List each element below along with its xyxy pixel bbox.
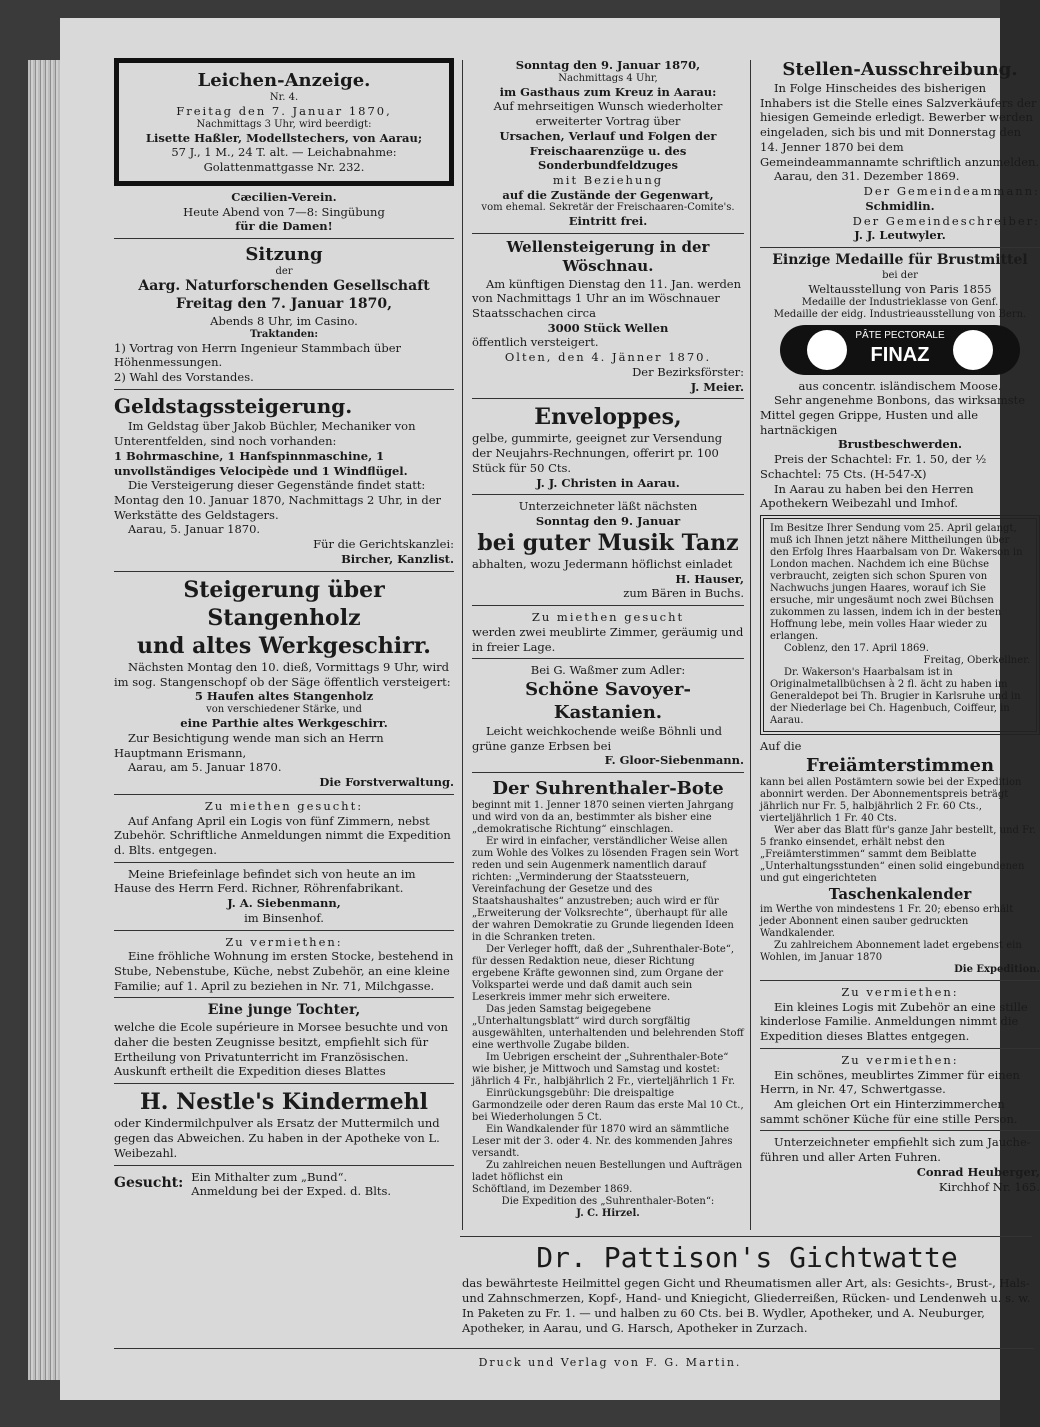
tanz-text2: abhalten, wozu Jedermann höflichst einladet: [472, 556, 733, 571]
jauche-sign2: Kirchhof Nr. 165.: [938, 1179, 1040, 1194]
steigerung-title1: Steigerung über Stangenholz: [183, 576, 385, 631]
vortrag-text1: Auf mehrseitigen Wunsch wiederholter erweiterter Vortrag über: [493, 99, 723, 129]
finaz-logo: [780, 325, 1020, 375]
nestle-text: oder Kindermilchpulver als Ersatz der Muttermilch und gegen das Abweichen. Zu haben in der Apotheke von L. Weibezahl.: [114, 1116, 440, 1160]
tanz-title: bei guter Musik Tanz: [477, 529, 739, 556]
freiaemter-title2: Taschenkalender: [828, 884, 972, 903]
letter-place: Coblenz, den 17. April 1869.: [784, 643, 929, 655]
enveloppes-text: gelbe, gummirte, geeignet zur Versendung der Neujahrs-Rechnungen, offerirt pr. 100 Stück für 50 Cts.: [472, 431, 723, 475]
enveloppes-sign: J. J. Christen in Aarau.: [536, 475, 680, 490]
gesucht-label: Gesucht:: [114, 1175, 184, 1192]
finaz-text5: aus concentr. isländischem Moose.: [798, 378, 1002, 393]
sitzung-title: Sitzung: [245, 244, 323, 266]
gichtwatte-top-rule: [460, 1236, 1032, 1237]
finaz-logo-top: PÂTE PECTORALE: [855, 330, 945, 342]
finaz-text2: Weltausstellung von Paris 1855: [808, 281, 992, 296]
jauche-sign1: Conrad Heuberger,: [916, 1164, 1040, 1179]
portrait-medallion-icon: [807, 330, 847, 370]
bote-p2: Er wird in einfacher, verständlicher Weise allen zum Wohle des Volkes zu lösenden Fragen sein Wort reden und sein Augenmerk namentlich darauf richten: „Verminderung der Staatssteuern, Vereinfachung der Gesetze und des Staatshaushaltes“ anzustreben; auch wird er für „Erweiterung der Volksrechte“, überhaupt für alle der wahren Demokratie zu Grunde liegenden Ideen in die Schranken treten.: [472, 836, 739, 944]
finaz-text6: Sehr angenehme Bonbons, das wirksamste Mittel gegen Grippe, Husten und alle hartnäckigen: [760, 393, 1026, 437]
kastanien-title: Schöne Savoyer-Kastanien.: [525, 678, 691, 723]
sitzung-date: Freitag den 7. Januar 1870,: [176, 296, 392, 312]
briefeinlage-text: Meine Briefeinlage befindet sich von heute an im Hause des Herrn Ferd. Richner, Röhrenfabrikant.: [114, 866, 416, 896]
zimmer-text: werden zwei meublirte Zimmer, geräumig und in freier Lage.: [472, 624, 744, 654]
bote-p3: Der Verleger hofft, daß der „Suhrenthaler-Bote“, für dessen Redaktion neue, dieser Richtung ergebene Kräfte gewonnen sind, zum Organe der Volkspartei werde und daß damit auch sein Leserkreis immer mehr sich erweitere.: [472, 944, 735, 1004]
stelle-text: In Folge Hinscheides des bisherigen Inhabers ist die Stelle eines Salzverkäufers der hiesigen Gemeinde erledigt. Bewerber werden eingeladen, sich bis und mit Donnerstag den 14. Jenner 1870 bei dem Gemeindeammannamte schriftlich anzumelden.: [760, 81, 1040, 169]
column-rule-2: [750, 60, 751, 1230]
geldstag-sign2: Bircher, Kanzlist.: [341, 551, 454, 566]
sitzung-traktanden: Traktanden:: [249, 328, 319, 340]
finaz-text7: Brustbeschwerden.: [837, 437, 963, 452]
death-notice-address: Golattenmattgasse Nr. 232.: [203, 160, 365, 175]
stelle-sign3: Der Gemeindeschreiber:: [852, 213, 1040, 228]
bote-sign2: J. C. Hirzel.: [576, 1208, 640, 1220]
stelle-sign4: J. J. Leutwyler.: [854, 228, 946, 243]
steigerung-text2: Zur Besichtigung wende man sich an Herrn Hauptmann Erismann,: [114, 730, 384, 760]
kastanien-text1: Bei G. Waßmer zum Adler:: [530, 663, 686, 678]
death-notice-age: 57 J., 1 M., 24 T. alt. — Leichabnahme:: [171, 145, 397, 160]
nestle-title: H. Nestle's Kindermehl: [140, 1089, 428, 1116]
stelle-place: Aarau, den 31. Dezember 1869.: [774, 169, 960, 184]
letter-sign: Freitag, Oberkellner.: [923, 655, 1030, 667]
gesucht-text1: Ein Mithalter zum „Bund“.: [191, 1169, 348, 1184]
wellen-text1: Am künftigen Dienstag den 11. Jan. werden von Nachmittags 1 Uhr an im Wöschnauer Staatsschachen circa: [472, 276, 742, 320]
vortrag-place: im Gasthaus zum Kreuz in Aarau:: [499, 84, 717, 99]
death-notice: [114, 58, 454, 186]
finaz-text3: Medaille der Industrieklasse von Genf.: [801, 296, 999, 308]
column-1: [114, 58, 454, 1199]
bote-p5: Im Uebrigen erscheint der „Suhrenthaler-Bote“ wie bisher, je Mittwoch und Samstag und kostet: jährlich 4 Fr., halbjährlich 2 Fr., vierteljährlich 1 Fr.: [472, 1052, 736, 1088]
kastanien-text2: Leicht weichkochende weiße Böhnli und grüne ganze Erbsen bei: [472, 724, 723, 753]
geldstag-text2: Die Versteigerung dieser Gegenstände findet statt: Montag den 10. Januar 1870, Nachmittags 2 Uhr, in der Werkstätte des Geldstagers.: [114, 478, 442, 522]
bote-p7: Ein Wandkalender für 1870 wird an sämmtliche Leser mit der 3. oder 4. Nr. des kommenden Jahres versandt.: [472, 1124, 733, 1160]
logis2-text: Ein kleines Logis mit Zubehör an eine stille kinderlose Familie. Anmeldungen nimmt die Expedition dieses Blattes entgegen.: [760, 999, 1028, 1044]
newspaper-page: [60, 18, 1040, 1400]
wohnung-title: Zu vermiethen:: [225, 934, 343, 949]
wellen-amount: 3000 Stück Wellen: [547, 320, 669, 335]
death-notice-number: Nr. 4.: [269, 92, 299, 104]
tochter-title: Eine junge Tochter,: [207, 1002, 361, 1019]
freiaemter-sign: Die Expedition.: [954, 963, 1040, 975]
vortrag-entry: Eintritt frei.: [568, 214, 648, 229]
finaz-title: Einzige Medaille für Brustmittel: [772, 251, 1028, 268]
logis2-title: Zu vermiethen:: [841, 984, 959, 999]
death-notice-date: Freitag den 7. Januar 1870,: [176, 104, 392, 119]
caecilien-text1: Heute Abend von 7—8: Singübung: [183, 204, 385, 219]
tanz-sign1: H. Hauser,: [675, 571, 744, 586]
tochter-text: welche die Ecole supérieure in Morsee besuchte und von daher die besten Zeugnisse besitzt, empfiehlt sich für Ertheilung von Privatunterricht im Französischen. Auskunft ertheilt die Expedition dieses Blattes: [114, 1020, 449, 1079]
geldstag-place: Aarau, 5. Januar 1870.: [128, 522, 261, 537]
logis-text: Auf Anfang April ein Logis von fünf Zimmern, nebst Zubehör. Schriftliche Anmeldungen nimmt die Expedition d. Blts. entgegen.: [114, 813, 451, 857]
sitzung-society: Aarg. Naturforschenden Gesellschaft: [138, 278, 430, 295]
stelle-sign2: Schmidlin.: [865, 198, 935, 213]
stelle-title: Stellen-Ausschreibung.: [782, 59, 1018, 80]
freiaemter-text1: Auf die: [760, 739, 802, 754]
zimmer-title: Zu miethen gesucht: [531, 610, 685, 625]
tanz-text1: Unterzeichneter läßt nächsten: [518, 499, 698, 514]
briefeinlage-sign2: im Binsenhof.: [244, 910, 324, 925]
logis-title: Zu miethen gesucht:: [204, 798, 364, 813]
sitzung-item2: 2) Wahl des Vorstandes.: [114, 370, 254, 385]
wellen-sign1: Der Bezirksförster:: [632, 364, 744, 379]
bote-title: Der Suhrenthaler-Bote: [492, 778, 724, 800]
kastanien-sign: F. Gloor-Siebenmann.: [604, 753, 744, 768]
wellen-sign2: J. Meier.: [690, 379, 744, 394]
freiaemter-text5: Zu zahlreichem Abonnement ladet ergebenst ein: [774, 939, 1022, 951]
finaz-logo-main: FINAZ: [870, 344, 930, 367]
zimmer2-title: Zu vermiethen:: [841, 1052, 959, 1067]
caecilien-title: Cæcilien-Verein.: [231, 189, 337, 204]
freiaemter-place: Wohlen, im Januar 1870: [760, 951, 883, 963]
sitzung-time: Abends 8 Uhr, im Casino.: [210, 313, 358, 328]
finaz-text8: Preis der Schachtel: Fr. 1. 50, der ½ Schachtel: 75 Cts. (H-547-X): [760, 452, 987, 481]
column-2: [472, 58, 744, 1220]
vortrag-text2: mit Beziehung: [552, 173, 664, 188]
haarbalsam-testimonial: [760, 515, 1040, 735]
death-notice-time: Nachmittags 3 Uhr, wird beerdigt:: [196, 118, 372, 130]
column-rule-1: [462, 60, 463, 1230]
geldstag-sign1: Für die Gerichtskanzlei:: [313, 537, 454, 552]
zimmer2-text2: Am gleichen Ort ein Hinterzimmerchen sammt schöner Küche für eine stille Person.: [760, 1097, 1018, 1126]
steigerung-text1: Nächsten Montag den 10. dieß, Vormittags 9 Uhr, wird im sog. Stangenschopf ob der Säge öffentlich versteigert:: [114, 660, 451, 689]
death-notice-name: Lisette Haßler, Modellstechers, von Aarau;: [145, 130, 423, 145]
footer-rule: [114, 1348, 1034, 1349]
gesucht-ad: [114, 1170, 454, 1199]
stelle-sign1: Der Gemeindeammann:: [863, 184, 1040, 199]
caecilien-text2: für die Damen!: [235, 219, 333, 234]
sitzung-der: der: [275, 266, 293, 278]
bote-p4: Das jeden Samstag beigegebene „Unterhaltungsblatt“ wird durch sorgfältig ausgewählten, unterhaltenden und belehrenden Stoff eine werthvolle Zugabe bilden.: [472, 1004, 744, 1052]
wellen-place: Olten, den 4. Jänner 1870.: [504, 350, 712, 365]
gichtwatte-text: das bewährteste Heilmittel gegen Gicht und Rheumatismen aller Art, als: Gesichts-, Brust-, Hals- und Zahnschmerzen, Kopf-, Hand- und Kniegicht, Gliederreißen, Rücken- und Lendenweh u. s. w. In Paketen zu Fr. 1. — und halben zu 60 Cts. bei B. Wydler, Apotheker, und A. Neuburger, Apotheker, in Aarau, und G. Harsch, Apotheker in Zurzach.: [462, 1276, 1031, 1336]
steigerung-item1: 5 Haufen altes Stangenholz: [194, 689, 374, 704]
death-notice-title: Leichen-Anzeige.: [197, 70, 371, 91]
steigerung-item1b: von verschiedener Stärke, und: [206, 704, 362, 716]
bote-p6: Einrückungsgebühr: Die dreispaltige Garmondzeile oder deren Raum das erste Mal 10 Ct., bei Wiederholungen 5 Ct.: [472, 1088, 744, 1124]
freiaemter-text4: im Werthe von mindestens 1 Fr. 20; ebenso erhält jeder Abonnent einen sauber gedruckten Wandkalender.: [760, 903, 1014, 939]
tanz-sign2: zum Bären in Buchs.: [623, 586, 744, 601]
page-stack-edges: [28, 60, 62, 1380]
letter-text2: Dr. Wakerson's Haarbalsam ist in Originalmetallbüchsen à 2 fl. ächt zu haben im Generaldepot bei Th. Brugier in Karlsruhe und in der Niederlage bei Ch. Hagenbuch, Coiffeur, in Aarau.: [770, 667, 1021, 727]
freiaemter-title: Freiämterstimmen: [805, 754, 995, 776]
coat-of-arms-icon: [953, 330, 993, 370]
wellen-title: Wellensteigerung in der Wöschnau.: [506, 238, 710, 276]
gesucht-text2: Anmeldung bei der Exped. d. Blts.: [191, 1184, 392, 1199]
finaz-text4: Medaille der eidg. Industrieausstellung von Bern.: [773, 308, 1027, 320]
enveloppes-title: Enveloppes,: [534, 404, 682, 431]
tanz-date: Sonntag den 9. Januar: [535, 514, 681, 529]
steigerung-item2: eine Parthie altes Werkgeschirr.: [180, 716, 388, 731]
wellen-text2: öffentlich versteigert.: [472, 335, 599, 350]
geldstag-items: 1 Bohrmaschine, 1 Hanfspinnmaschine, 1 unvollständiges Velocipède und 1 Windflügel.: [114, 448, 408, 478]
geldstag-text1: Im Geldstag über Jakob Büchler, Mechaniker von Unterentfelden, sind noch vorhanden:: [114, 419, 416, 449]
column-3: [760, 58, 1040, 1194]
wohnung-text: Eine fröhliche Wohnung im ersten Stocke, bestehend in Stube, Nebenstube, Küche, nebst Zubehör, an eine kleine Familie; auf 1. April zu beziehen in Nr. 71, Milchgasse.: [114, 949, 454, 993]
zimmer2-text1: Ein schönes, meublirtes Zimmer für einen Herrn, in Nr. 47, Schwertgasse.: [760, 1067, 1020, 1097]
letter-text: Im Besitze Ihrer Sendung vom 25. April gelangt, muß ich Ihnen jetzt nähere Mittheilungen über den Erfolg Ihres Haarbalsam von Dr. Wakerson in London machen. Nachdem ich eine Büchse verbraucht, zeigten sich schon Spuren von Nachwuchs jungen Haares, worauf ich Sie ersuche, mir ungesäumt noch zwei Büchsen zukommen zu lassen, indem ich in der besten Hoffnung lebe, mein volles Haar wieder zu erlangen.: [770, 523, 1023, 643]
bote-sign1: Die Expedition des „Suhrenthaler-Boten“:: [501, 1196, 715, 1208]
briefeinlage-sign1: J. A. Siebenmann,: [227, 896, 341, 911]
vortrag-text4: vom ehemal. Sekretär der Freischaaren-Comite's.: [481, 202, 735, 214]
bote-p8: Zu zahlreichen neuen Bestellungen und Aufträgen ladet höflichst ein: [472, 1160, 743, 1184]
gichtwatte-ad: [462, 1240, 1032, 1336]
gichtwatte-title: Dr. Pattison's Gichtwatte: [536, 1241, 958, 1274]
geldstag-title: Geldstagssteigerung.: [114, 393, 353, 418]
vortrag-time: Nachmittags 4 Uhr,: [558, 72, 658, 84]
finaz-text9: In Aarau zu haben bei den Herren Apothekern Weibezahl und Imhof.: [760, 481, 974, 511]
bote-place: Schöftland, im Dezember 1869.: [472, 1184, 633, 1196]
finaz-text1: bei der: [882, 269, 918, 281]
steigerung-title2: und altes Werkgeschirr.: [137, 632, 431, 659]
vortrag-title: Sonntag den 9. Januar 1870,: [515, 58, 701, 72]
jauche-text: Unterzeichneter empfiehlt sich zum Jauche-führen und aller Arten Fuhren.: [760, 1135, 1031, 1165]
freiaemter-text3: Wer aber das Blatt für's ganze Jahr bestellt, und Fr. 5 franko einsendet, erhält nebst den „Freiämterstimmen“ sammt dem Beiblatte „Unterhaltungsstunden“ einen solid eingebundenen und gut eingerichteten: [760, 824, 1036, 884]
vortrag-text3: auf die Zustände der Gegenwart,: [502, 187, 714, 202]
bote-p1: beginnt mit 1. Jenner 1870 seinen vierten Jahrgang und wird von da an, bestimmter als bisher eine „demokratische Richtung“ einschlagen.: [472, 800, 734, 836]
steigerung-place: Aarau, am 5. Januar 1870.: [128, 760, 282, 775]
vortrag-subject: Ursachen, Verlauf und Folgen der Freischaarenzüge u. des Sonderbundfeldzuges: [499, 128, 717, 173]
steigerung-sign: Die Forstverwaltung.: [319, 775, 454, 790]
sitzung-item1: 1) Vortrag von Herrn Ingenieur Stammbach über Höhenmessungen.: [114, 340, 402, 370]
freiaemter-text2: kann bei allen Postämtern sowie bei der Expedition abonnirt werden. Der Abonnementspreis beträgt jährlich nur Fr. 5, halbjährlich 2 Fr. 60 Cts., vierteljährlich 1 Fr. 40 Cts.: [760, 776, 1022, 824]
imprint-footer: Druck und Verlag von F. G. Martin.: [478, 1356, 742, 1369]
